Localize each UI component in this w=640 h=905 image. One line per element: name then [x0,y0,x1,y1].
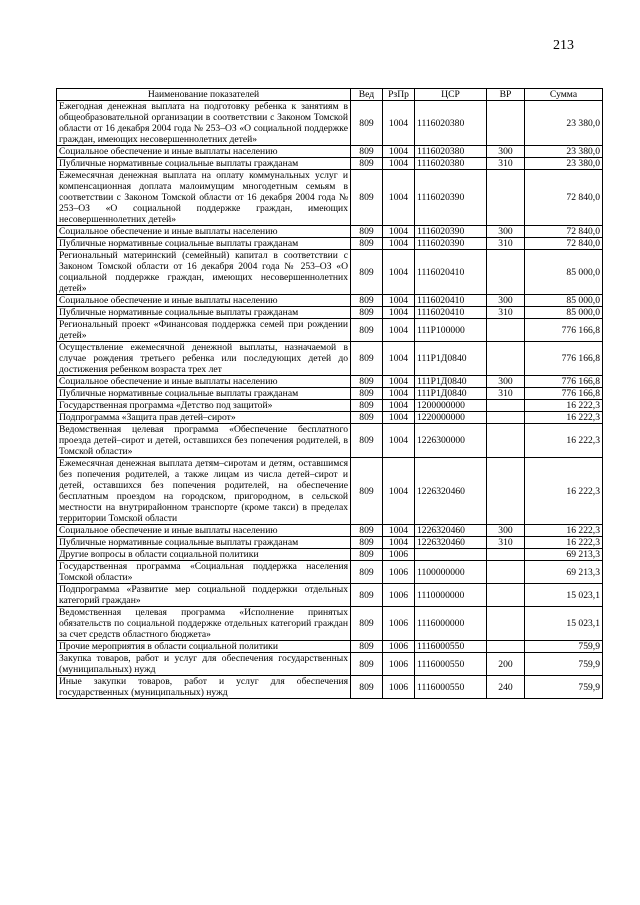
cell-rzpr: 1006 [383,676,415,699]
cell-csr: 1116000550 [415,653,487,676]
cell-csr: 1116000550 [415,641,487,653]
cell-name: Региональный проект «Финансовая поддержка семей при рождении детей» [57,319,351,342]
cell-ved: 809 [351,549,383,561]
cell-ved: 809 [351,376,383,388]
cell-vr [487,342,525,376]
cell-csr [415,549,487,561]
cell-ved: 809 [351,424,383,458]
table-row [57,412,603,424]
header-csr: ЦСР [415,89,487,101]
table-row [57,549,603,561]
cell-sum: 85 000,0 [525,250,603,295]
cell-csr: 1110000000 [415,584,487,607]
cell-ved: 809 [351,226,383,238]
cell-ved: 809 [351,525,383,537]
cell-sum: 16 222,3 [525,525,603,537]
cell-ved: 809 [351,458,383,525]
cell-csr: 1116020410 [415,295,487,307]
table-row [57,250,603,295]
table-row [57,295,603,307]
cell-csr: 1116000550 [415,676,487,699]
cell-vr: 310 [487,238,525,250]
cell-vr: 300 [487,226,525,238]
cell-name: Ежемесячная денежная выплата на оплату коммунальных услуг и компенсационная доплата малоимущим многодетным семьям в соответствии с Законом Томской области от 16 декабря 2004 года № 253–ОЗ «О социальной поддержке граждан, имеющих несовершеннолетних детей» [57,170,351,226]
cell-name: Публичные нормативные социальные выплаты гражданам [57,537,351,549]
cell-sum: 15 023,1 [525,607,603,641]
cell-name: Ведомственная целевая программа «Исполнение принятых обязательств по социальной поддержке отдельных категорий граждан за счет средств областного бюджета» [57,607,351,641]
cell-name: Региональный материнский (семейный) капитал в соответствии с Законом Томской области от 16 декабря 2004 года № 253–ОЗ «О социальной поддержке граждан, имеющих несовершеннолетних детей» [57,250,351,295]
cell-csr: 1100000000 [415,561,487,584]
cell-rzpr: 1004 [383,170,415,226]
cell-name: Иные закупки товаров, работ и услуг для обеспечения государственных (муниципальных) нужд [57,676,351,699]
cell-rzpr: 1006 [383,584,415,607]
table-row [57,537,603,549]
cell-vr [487,250,525,295]
cell-rzpr: 1004 [383,101,415,146]
cell-sum: 23 380,0 [525,101,603,146]
page-number: 213 [553,38,574,53]
cell-csr: 1226320460 [415,537,487,549]
cell-name: Государственная программа «Социальная поддержка населения Томской области» [57,561,351,584]
cell-sum: 72 840,0 [525,170,603,226]
cell-vr [487,424,525,458]
cell-name: Подпрограмма «Защита прав детей–сирот» [57,412,351,424]
cell-sum: 16 222,3 [525,412,603,424]
cell-name: Подпрограмма «Развитие мер социальной поддержки отдельных категорий граждан» [57,584,351,607]
cell-ved: 809 [351,158,383,170]
cell-ved: 809 [351,400,383,412]
header-sum: Сумма [525,89,603,101]
cell-ved: 809 [351,537,383,549]
cell-ved: 809 [351,170,383,226]
cell-ved: 809 [351,653,383,676]
cell-vr [487,400,525,412]
cell-rzpr: 1006 [383,653,415,676]
cell-vr [487,549,525,561]
cell-sum: 72 840,0 [525,226,603,238]
cell-sum: 23 380,0 [525,146,603,158]
cell-ved: 809 [351,101,383,146]
cell-sum: 776 166,8 [525,319,603,342]
cell-name: Публичные нормативные социальные выплаты гражданам [57,388,351,400]
cell-rzpr: 1004 [383,146,415,158]
cell-csr: 111P1Д0840 [415,376,487,388]
cell-name: Социальное обеспечение и иные выплаты населению [57,525,351,537]
cell-sum: 776 166,8 [525,376,603,388]
cell-sum: 776 166,8 [525,342,603,376]
cell-name: Прочие мероприятия в области социальной политики [57,641,351,653]
cell-csr: 1226320460 [415,458,487,525]
table-row [57,238,603,250]
cell-vr: 240 [487,676,525,699]
cell-ved: 809 [351,307,383,319]
cell-ved: 809 [351,342,383,376]
cell-vr [487,458,525,525]
cell-vr [487,319,525,342]
cell-sum: 16 222,3 [525,424,603,458]
table-row [57,226,603,238]
budget-table [56,88,603,699]
cell-sum: 16 222,3 [525,537,603,549]
cell-rzpr: 1004 [383,319,415,342]
table-row [57,676,603,699]
table-row [57,424,603,458]
cell-csr: 1116020380 [415,158,487,170]
cell-ved: 809 [351,561,383,584]
cell-vr [487,101,525,146]
table-row [57,388,603,400]
cell-sum: 759,9 [525,653,603,676]
table-row [57,561,603,584]
cell-csr: 1226300000 [415,424,487,458]
cell-rzpr: 1004 [383,158,415,170]
cell-vr: 310 [487,388,525,400]
cell-ved: 809 [351,250,383,295]
cell-csr: 1226320460 [415,525,487,537]
table-row [57,584,603,607]
cell-sum: 72 840,0 [525,238,603,250]
cell-csr: 111P1Д0840 [415,342,487,376]
table-row [57,641,603,653]
cell-rzpr: 1004 [383,388,415,400]
cell-name: Ежегодная денежная выплата на подготовку ребенка к занятиям в общеобразовательной организации в соответствии с Законом Томской области от 16 декабря 2004 года № 253–ОЗ «О социальной поддержке граждан, имеющих несовершеннолетних детей» [57,101,351,146]
cell-rzpr: 1004 [383,376,415,388]
cell-sum: 15 023,1 [525,584,603,607]
cell-csr: 1116020410 [415,250,487,295]
cell-rzpr: 1004 [383,250,415,295]
cell-vr [487,170,525,226]
cell-name: Социальное обеспечение и иные выплаты населению [57,295,351,307]
cell-sum: 69 213,3 [525,561,603,584]
table-row [57,319,603,342]
cell-ved: 809 [351,319,383,342]
table-row [57,158,603,170]
cell-ved: 809 [351,641,383,653]
header-name: Наименование показателей [57,89,351,101]
cell-sum: 759,9 [525,676,603,699]
cell-csr: 1200000000 [415,400,487,412]
cell-rzpr: 1006 [383,641,415,653]
cell-name: Ежемесячная денежная выплата детям–сиротам и детям, оставшимся без попечения родителей, а также лицам из числа детей–сирот и детей, оставшихся без попечения родителей, на обеспечение бесплатным проездом на городском, пригородном, в сельской местности на внутрирайонном транспорте (кроме такси) в пределах территории Томской области [57,458,351,525]
cell-sum: 69 213,3 [525,549,603,561]
table-row [57,607,603,641]
cell-vr: 310 [487,307,525,319]
cell-rzpr: 1004 [383,412,415,424]
cell-rzpr: 1004 [383,295,415,307]
cell-rzpr: 1004 [383,342,415,376]
cell-sum: 759,9 [525,641,603,653]
cell-vr [487,607,525,641]
cell-sum: 85 000,0 [525,307,603,319]
cell-ved: 809 [351,584,383,607]
table-row [57,400,603,412]
cell-vr [487,641,525,653]
cell-sum: 23 380,0 [525,158,603,170]
cell-ved: 809 [351,388,383,400]
cell-name: Социальное обеспечение и иные выплаты населению [57,146,351,158]
cell-rzpr: 1004 [383,400,415,412]
cell-rzpr: 1004 [383,238,415,250]
cell-name: Публичные нормативные социальные выплаты гражданам [57,238,351,250]
cell-vr: 310 [487,537,525,549]
cell-vr: 300 [487,376,525,388]
cell-sum: 16 222,3 [525,458,603,525]
cell-name: Публичные нормативные социальные выплаты гражданам [57,158,351,170]
cell-csr: 1116020380 [415,101,487,146]
cell-name: Социальное обеспечение и иные выплаты населению [57,376,351,388]
cell-csr: 1116020390 [415,238,487,250]
table-row [57,458,603,525]
cell-name: Социальное обеспечение и иные выплаты населению [57,226,351,238]
table-row [57,342,603,376]
cell-rzpr: 1004 [383,307,415,319]
cell-vr [487,584,525,607]
cell-rzpr: 1006 [383,561,415,584]
header-vr: ВР [487,89,525,101]
table-row [57,653,603,676]
table-row [57,307,603,319]
table-row [57,146,603,158]
cell-rzpr: 1004 [383,458,415,525]
cell-rzpr: 1004 [383,226,415,238]
cell-vr: 300 [487,525,525,537]
cell-csr: 111P1Д0840 [415,388,487,400]
cell-ved: 809 [351,607,383,641]
cell-ved: 809 [351,146,383,158]
header-ved: Вед [351,89,383,101]
cell-vr: 300 [487,146,525,158]
cell-csr: 1116020390 [415,170,487,226]
cell-name: Осуществление ежемесячной денежной выплаты, назначаемой в случае рождения третьего ребенка или последующих детей до достижения ребенком возраста трех лет [57,342,351,376]
cell-rzpr: 1004 [383,537,415,549]
cell-name: Публичные нормативные социальные выплаты гражданам [57,307,351,319]
cell-csr: 1116020390 [415,226,487,238]
cell-ved: 809 [351,676,383,699]
table-row [57,525,603,537]
cell-vr: 300 [487,295,525,307]
cell-ved: 809 [351,295,383,307]
cell-name: Государственная программа «Детство под защитой» [57,400,351,412]
cell-sum: 85 000,0 [525,295,603,307]
cell-ved: 809 [351,238,383,250]
cell-sum: 776 166,8 [525,388,603,400]
header-rzpr: РзПр [383,89,415,101]
cell-vr [487,561,525,584]
cell-rzpr: 1004 [383,525,415,537]
cell-csr: 1116000000 [415,607,487,641]
table-row [57,376,603,388]
cell-sum: 16 222,3 [525,400,603,412]
cell-csr: 1116020410 [415,307,487,319]
table-header-row [57,89,603,101]
cell-vr: 310 [487,158,525,170]
cell-rzpr: 1004 [383,424,415,458]
cell-rzpr: 1006 [383,607,415,641]
cell-name: Ведомственная целевая программа «Обеспечение бесплатного проезда детей–сирот и детей, оставшихся без попечения родителей, в Томской области» [57,424,351,458]
cell-csr: 1220000000 [415,412,487,424]
table-row [57,170,603,226]
cell-ved: 809 [351,412,383,424]
cell-vr [487,412,525,424]
cell-csr: 1116020380 [415,146,487,158]
cell-rzpr: 1006 [383,549,415,561]
table-row [57,101,603,146]
cell-name: Закупка товаров, работ и услуг для обеспечения государственных (муниципальных) нужд [57,653,351,676]
cell-vr: 200 [487,653,525,676]
cell-name: Другие вопросы в области социальной политики [57,549,351,561]
cell-csr: 111P100000 [415,319,487,342]
